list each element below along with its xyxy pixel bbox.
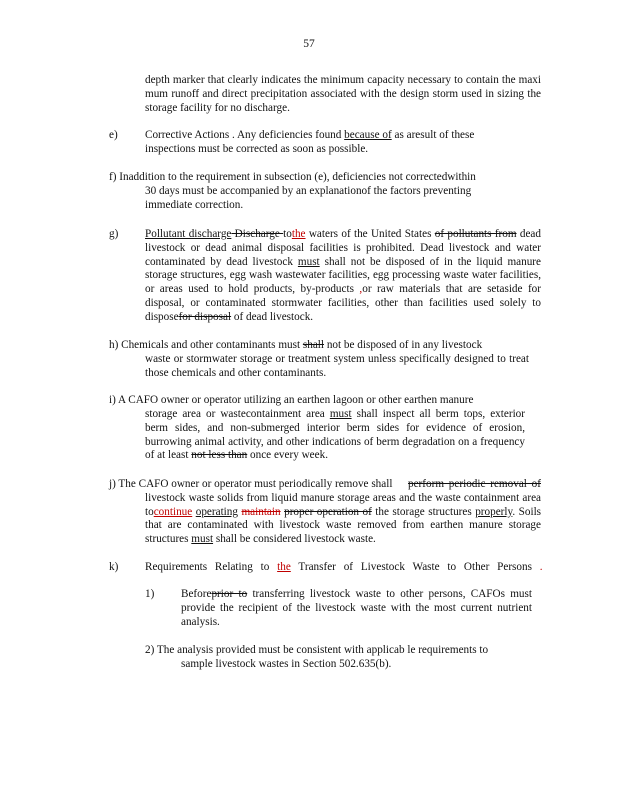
item-i-text-2: storage area or wastecontainment area — [145, 408, 330, 420]
item-j-insert-2: properly — [475, 505, 513, 518]
item-g-text-1: to — [283, 228, 292, 240]
item-g-delete-3: for disposal — [178, 310, 232, 323]
intro-text: depth marker that clearly indicates the minimum capacity necessary to contain the maxi mum runoff and direct precipitation associated with the design storm used in sizing the storage facility for no discharge. — [145, 74, 541, 114]
intro-paragraph — [145, 74, 541, 115]
page-number: 57 — [303, 38, 315, 50]
item-k-label: k) — [109, 561, 119, 573]
item-e-text-2: as aresult of these inspections must be corrected as soon as possible. — [145, 129, 475, 155]
item-e-label: e) — [109, 129, 118, 141]
item-g-insert-2: must — [297, 255, 320, 268]
item-k1-text-1: Before — [181, 588, 212, 600]
item-k1-paragraph — [181, 588, 532, 629]
item-k-text-2: Transfer of Livestock Waste to Other Persons — [290, 561, 532, 573]
item-k1-text-2: transferring livestock waste to other persons, CAFOs must provide the recipient of the livestock waste with the most current nutrient analysis. — [181, 588, 532, 628]
item-g-text-2: waters of the United States — [305, 228, 435, 240]
item-j-insert-1: operating — [195, 505, 238, 518]
item-e-insert-1: because of — [344, 129, 392, 141]
item-e-text-1: Corrective Actions . Any deficiencies found — [145, 129, 345, 141]
item-k-red-insert-1: the — [277, 561, 291, 573]
item-i-text-3: shall inspect all berm tops, exterior berm sides, and non-submerged interior berm sides for evidence of erosion, burrowing animal activity, and other indications of berm degradation on a frequency of at least — [145, 408, 525, 462]
item-g-delete-1: Discharge — [231, 228, 284, 240]
item-i-text-4: once every week. — [247, 449, 328, 462]
item-g-red-insert-2: , — [359, 283, 363, 296]
item-h-text-1: h) Chemicals and other contaminants must — [109, 339, 303, 351]
item-j-text-1: j) The CAFO owner or operator must periodically remove shall — [109, 478, 393, 490]
item-k-text-3: . — [531, 561, 543, 573]
item-j-continuation — [145, 478, 541, 547]
item-e-paragraph — [145, 129, 505, 157]
item-g-delete-2: of pollutants from — [434, 228, 517, 240]
item-h-continuation: waste or stormwater storage or treatment system unless specifically designed to treat those chemicals and other contaminants. — [145, 353, 529, 379]
item-k2-continuation: sample livestock wastes in Section 502.635(b). — [181, 658, 392, 670]
item-i-insert-1: must — [329, 408, 352, 420]
item-f-line-1: f) Inaddition to the requirement in subsection (e), deficiencies not correctedwithin — [109, 171, 476, 183]
item-j-red-delete-1: maintain — [241, 505, 281, 518]
item-g-paragraph — [145, 228, 541, 325]
item-g-label: g) — [109, 228, 119, 240]
item-g-text-3: dead livestock or dead animal disposal facilities is prohibited. Dead livestock and water contaminated by dead livestock — [145, 228, 541, 268]
item-k-text-1: Requirements Relating to — [145, 561, 278, 573]
item-j-text-6: the storage structures — [371, 505, 476, 518]
item-k1-label: 1) — [145, 588, 155, 600]
item-j-delete-2: proper operation of — [284, 505, 372, 518]
item-i-line-1: i) A CAFO owner or operator utilizing an earthen lagoon or other earthen manure — [109, 394, 474, 406]
item-f-continuation: 30 days must be accompanied by an explanationof the factors preventing immediate correction. — [145, 185, 472, 211]
item-j-red-insert-1: continue — [153, 505, 193, 518]
item-k1-delete-1: prior to — [211, 588, 248, 600]
item-k2-line-1: 2) The analysis provided must be consistent with applicab le requirements to — [145, 644, 489, 656]
item-j-delete-1: perform periodic removal of — [408, 478, 541, 490]
item-j-text-8: shall be considered livestock waste. — [213, 533, 376, 546]
item-i-continuation — [145, 408, 525, 463]
item-j-insert-3: must — [191, 533, 214, 546]
item-g-insert-1: Pollutant discharge — [145, 228, 232, 240]
item-j-text-2: livestock waste solids from liquid manure storage areas and the waste containment area to — [145, 491, 541, 518]
item-i-delete-1: not less than — [191, 449, 248, 462]
item-g-text-5: or raw materials that are setaside for disposal, or contaminated stormwater facilities, other than facilities used solely to dispose — [145, 283, 541, 323]
item-h-text-2: not be disposed of in any livestock — [324, 339, 483, 351]
item-k-heading — [145, 561, 541, 575]
item-j-text-7: . Soils that are contaminated with livestock waste removed from earthen manure storage structures — [145, 505, 542, 546]
item-h-line-1 — [109, 339, 529, 353]
item-g-text-6: of dead livestock. — [231, 310, 314, 323]
item-g-text-4: shall not be disposed of in the liquid manure storage structures, egg wash wastewater facilities, egg processing waste water facilities, or areas used to hold products, by-products — [145, 255, 542, 296]
item-h-delete-1: shall — [302, 339, 325, 351]
item-g-red-insert-1: the — [291, 228, 306, 240]
